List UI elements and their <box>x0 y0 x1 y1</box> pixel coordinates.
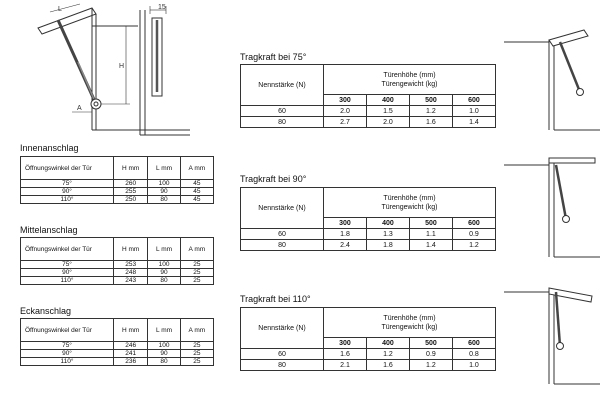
cell: 1.1 <box>409 229 452 240</box>
height-header: 400 <box>366 338 409 349</box>
cell: 80 <box>148 277 180 285</box>
door-110-illustration <box>504 280 600 390</box>
cell: 45 <box>180 188 213 196</box>
cell: 1.2 <box>452 240 495 251</box>
table-row <box>241 349 496 360</box>
cell: 60 <box>241 106 324 117</box>
table-row <box>21 196 214 204</box>
dim-15-label: 15 <box>158 4 166 11</box>
cell: 90° <box>21 269 114 277</box>
door-weight-label: Türengewicht (kg) <box>381 323 438 331</box>
height-header: 600 <box>452 338 495 349</box>
door-height-label: Türenhöhe (mm) <box>383 314 436 322</box>
cell: 45 <box>180 196 213 204</box>
table-row <box>241 360 496 371</box>
cell: 75° <box>21 342 114 350</box>
col-group-header <box>324 308 496 338</box>
cell: 0.8 <box>452 349 495 360</box>
cell: 2.0 <box>324 106 367 117</box>
col-group-header <box>324 188 496 218</box>
cell: 90° <box>21 350 114 358</box>
table-row <box>21 188 214 196</box>
cell: 110° <box>21 196 114 204</box>
height-header: 300 <box>324 95 367 106</box>
height-header: 500 <box>409 218 452 229</box>
col-header: H mm <box>114 319 148 342</box>
table-row <box>21 269 214 277</box>
cell: 260 <box>114 180 148 188</box>
load-title-75: Tragkraft bei 75° <box>240 52 307 62</box>
height-header: 500 <box>409 338 452 349</box>
innenanschlag-table <box>20 156 214 204</box>
cell: 60 <box>241 349 324 360</box>
table-row <box>241 229 496 240</box>
cell: 2.4 <box>324 240 367 251</box>
cell: 80 <box>241 117 324 128</box>
table-row <box>21 342 214 350</box>
height-header: 500 <box>409 95 452 106</box>
cell: 100 <box>148 261 180 269</box>
cell: 253 <box>114 261 148 269</box>
cell: 248 <box>114 269 148 277</box>
table-row <box>21 358 214 366</box>
col-header: A mm <box>180 238 213 261</box>
cell: 2.0 <box>366 117 409 128</box>
cell: 1.4 <box>409 240 452 251</box>
cell: 2.1 <box>324 360 367 371</box>
cell: 100 <box>148 342 180 350</box>
col-header: Öffnungswinkel der Tür <box>21 238 114 261</box>
cell: 25 <box>180 350 213 358</box>
cell: 1.2 <box>409 360 452 371</box>
col-group-header <box>324 65 496 95</box>
cell: 1.2 <box>366 349 409 360</box>
load-table-75 <box>240 64 496 128</box>
cell: 1.4 <box>452 117 495 128</box>
height-header: 300 <box>324 218 367 229</box>
table-row <box>21 277 214 285</box>
cell: 1.0 <box>452 360 495 371</box>
height-header: 400 <box>366 218 409 229</box>
row-header: Nennstärke (N) <box>241 65 324 106</box>
door-weight-label: Türengewicht (kg) <box>381 80 438 88</box>
installation-diagram <box>0 0 200 140</box>
load-table-90 <box>240 187 496 251</box>
door-90-illustration <box>504 155 600 265</box>
col-header: Öffnungswinkel der Tür <box>21 319 114 342</box>
cell: 1.5 <box>366 106 409 117</box>
cell: 100 <box>148 180 180 188</box>
cell: 246 <box>114 342 148 350</box>
cell: 80 <box>241 360 324 371</box>
height-header: 600 <box>452 95 495 106</box>
table-row <box>21 261 214 269</box>
cell: 80 <box>148 196 180 204</box>
cell: 45 <box>180 180 213 188</box>
door-height-label: Türenhöhe (mm) <box>383 71 436 79</box>
height-header: 400 <box>366 95 409 106</box>
row-header: Nennstärke (N) <box>241 308 324 349</box>
col-header: H mm <box>114 157 148 180</box>
cell: 0.9 <box>409 349 452 360</box>
table-title-eckanschlag: Eckanschlag <box>20 306 72 316</box>
cell: 1.6 <box>409 117 452 128</box>
cell: 90 <box>148 188 180 196</box>
cell: 1.8 <box>366 240 409 251</box>
col-header: L mm <box>148 157 180 180</box>
cell: 236 <box>114 358 148 366</box>
table-title-mittelanschlag: Mittelanschlag <box>20 225 78 235</box>
dim-H-label: H <box>119 63 125 70</box>
table-row <box>21 180 214 188</box>
cell: 250 <box>114 196 148 204</box>
cell: 25 <box>180 261 213 269</box>
load-title-110: Tragkraft bei 110° <box>240 294 311 304</box>
cell: 2.7 <box>324 117 367 128</box>
cell: 90 <box>148 269 180 277</box>
eckanschlag-table <box>20 318 214 366</box>
dim-A-label: A <box>77 105 82 112</box>
row-header: Nennstärke (N) <box>241 188 324 229</box>
cell: 75° <box>21 180 114 188</box>
cell: 25 <box>180 358 213 366</box>
cell: 90 <box>148 350 180 358</box>
col-header: L mm <box>148 238 180 261</box>
load-title-90: Tragkraft bei 90° <box>240 174 307 184</box>
col-header: H mm <box>114 238 148 261</box>
door-75-illustration <box>504 30 600 140</box>
table-row <box>21 350 214 358</box>
cell: 241 <box>114 350 148 358</box>
cell: 1.0 <box>452 106 495 117</box>
cell: 25 <box>180 277 213 285</box>
cell: 1.6 <box>366 360 409 371</box>
table-title-innenanschlag: Innenanschlag <box>20 143 79 153</box>
table-row <box>241 240 496 251</box>
cell: 80 <box>148 358 180 366</box>
cell: 75° <box>21 261 114 269</box>
cell: 25 <box>180 269 213 277</box>
cell: 1.6 <box>324 349 367 360</box>
cell: 80 <box>241 240 324 251</box>
cell: 1.3 <box>366 229 409 240</box>
col-header: L mm <box>148 319 180 342</box>
table-row <box>241 106 496 117</box>
load-table-110 <box>240 307 496 371</box>
table-row <box>241 117 496 128</box>
height-header: 600 <box>452 218 495 229</box>
mittelanschlag-table <box>20 237 214 285</box>
height-header: 300 <box>324 338 367 349</box>
cell: 90° <box>21 188 114 196</box>
cell: 110° <box>21 358 114 366</box>
col-header: A mm <box>180 157 213 180</box>
cell: 60 <box>241 229 324 240</box>
door-weight-label: Türengewicht (kg) <box>381 203 438 211</box>
col-header: A mm <box>180 319 213 342</box>
cell: 1.2 <box>409 106 452 117</box>
door-height-label: Türenhöhe (mm) <box>383 194 436 202</box>
cell: 25 <box>180 342 213 350</box>
cell: 110° <box>21 277 114 285</box>
cell: 1.8 <box>324 229 367 240</box>
cell: 0.9 <box>452 229 495 240</box>
col-header: Öffnungswinkel der Tür <box>21 157 114 180</box>
cell: 255 <box>114 188 148 196</box>
cell: 243 <box>114 277 148 285</box>
dim-L-label: L <box>58 6 62 13</box>
